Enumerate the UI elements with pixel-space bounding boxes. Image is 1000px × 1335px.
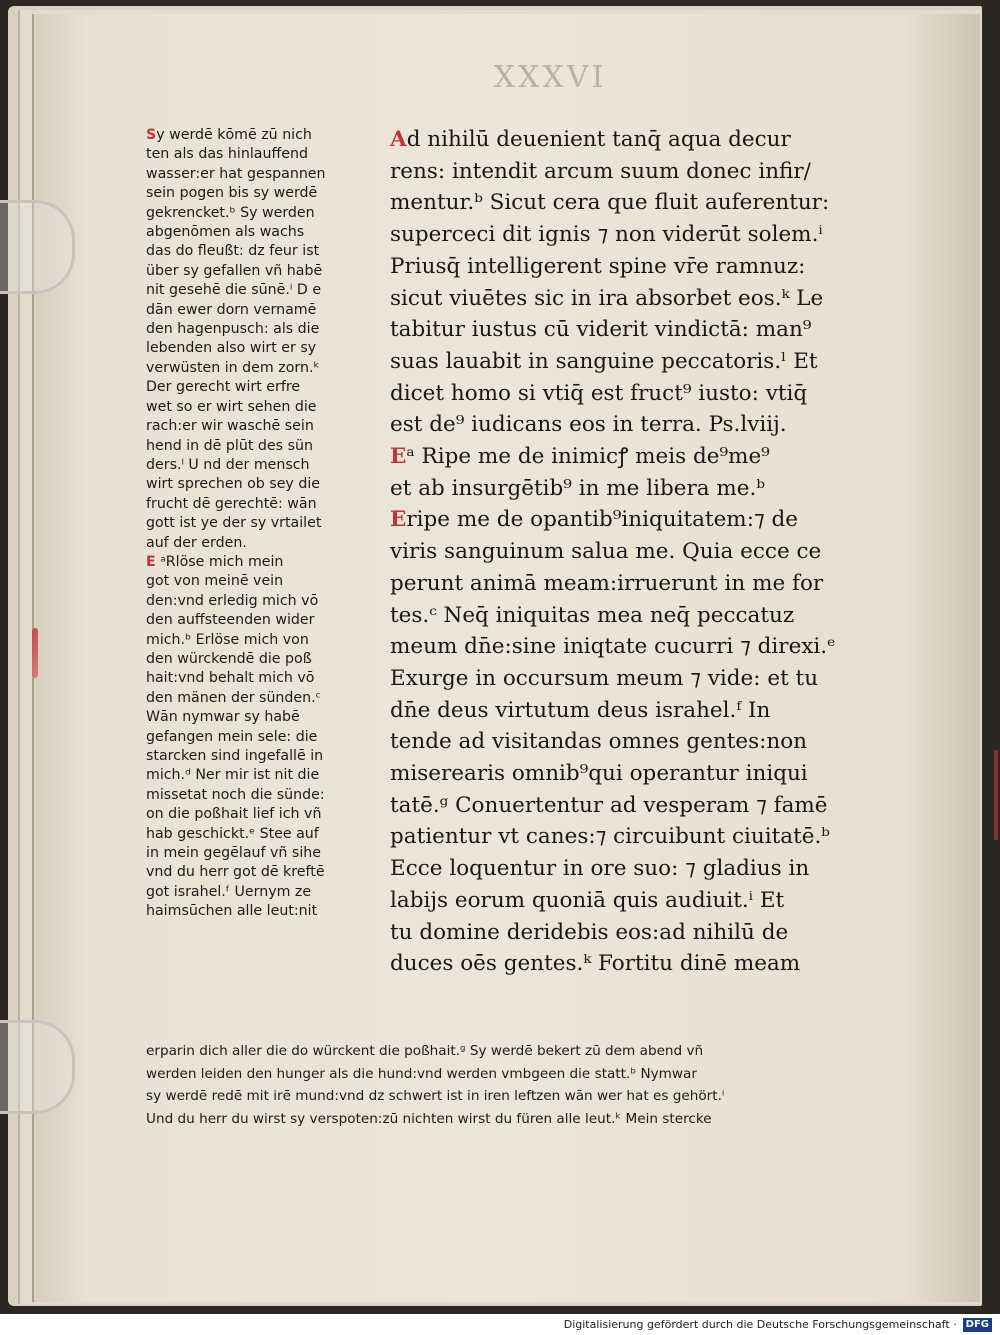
holding-clip-bottom	[0, 1020, 75, 1114]
german-text-line: mich.ᵇ Erlöse mich von	[146, 631, 309, 648]
latin-text-line: tatē.ᵍ Conuertentur ad vesperam ⁊ famē	[390, 792, 828, 818]
german-text-line: erparin dich aller die do würckent die poßhait.ᵍ Sy werdē bekert zū dem abend vñ	[146, 1043, 704, 1059]
german-text-line: frucht dē gerechtē: wān	[146, 495, 317, 512]
latin-text-line: miserearis omnib⁹qui operantur iniqui	[390, 761, 808, 787]
german-text-line: den würckendē die poß	[146, 650, 312, 667]
german-text-line: gefangen mein sele: die	[146, 728, 318, 745]
latin-text-line: Ad nihilū deuenient tanq̄ aqua decur	[390, 127, 791, 152]
latin-text-line: patientur vt canes:⁊ circuibunt ciuitatē.ᵇ	[390, 824, 830, 850]
german-text-line: werden leiden den hunger als die hund:vnd werden vmbgeen die statt.ᵇ Nymwar	[146, 1065, 697, 1082]
holding-clip-top	[0, 200, 75, 294]
latin-text-line: dicet homo si vtiq̄ est fruct⁹ iusto: vtiq̄	[390, 380, 808, 406]
german-text-line: E ᵃRlöse mich mein	[146, 553, 284, 570]
latin-text-line: mentur.ᵇ Sicut cera que fluit auferentur:	[390, 190, 830, 216]
margin-red-mark	[32, 628, 38, 678]
german-text-line: lebenden also wirt er sy	[146, 340, 317, 357]
german-text-line: rach:er wir waschē sein	[146, 418, 314, 435]
latin-text-line: viris sanguinum salua me. Quia ecce ce	[390, 539, 822, 565]
digitization-footer	[0, 1314, 1000, 1335]
german-text-line: Wān nymwar sy habē	[146, 709, 300, 726]
latin-text-line: suas lauabit in sanguine peccatoris.ˡ Et	[390, 348, 818, 374]
german-text-line: über sy gefallen vñ habē	[146, 262, 323, 279]
german-text-column	[146, 126, 376, 922]
latin-text-column	[390, 124, 910, 980]
running-head-folio: XXXVI	[493, 60, 607, 95]
german-text-line: dān ewer dorn vernamē	[146, 301, 317, 318]
german-text-line: sy werdē redē mit irē mund:vnd dz schwert ist in iren leftzen wān wer hat es gehört.ⁱ	[146, 1088, 725, 1104]
german-text-line: den hagenpusch: als die	[146, 321, 320, 338]
german-text-line: auf der erden.	[146, 534, 247, 551]
german-text-line: Und du herr du wirst sy verspoten:zū nichten wirst du füren alle leut.ᵏ Mein stercke	[146, 1110, 712, 1127]
german-text-line: gekrencket.ᵇ Sy werden	[146, 204, 315, 221]
german-text-line: wasser:er hat gespannen	[146, 165, 326, 182]
latin-text-line: Exurge in occursum meum ⁊ vide: et tu	[390, 665, 819, 691]
latin-text-line: Ecce loquentur in ore suo: ⁊ gladius in	[390, 856, 810, 882]
dfg-logo: DFG	[963, 1318, 992, 1332]
german-text-line: haimsūchen alle leut:nit	[146, 903, 318, 920]
latin-text-line: est de⁹ iudicans eos in terra. Ps.lviij.	[390, 412, 787, 438]
german-text-line: Der gerecht wirt erfre	[146, 379, 301, 396]
latin-text-line: et ab insurgētib⁹ in me libera me.ᵇ	[390, 475, 765, 501]
latin-text-line: tu domine deridebis eos:ad nihilū de	[390, 919, 789, 945]
latin-text-line: tende ad visitandas omnes gentes:non	[390, 729, 808, 755]
german-text-line: got israhel.ᶠ Uernym ze	[146, 883, 312, 900]
german-text-line: das do fleußt: dz feur ist	[146, 243, 320, 260]
german-text-line: wet so er wirt sehen die	[146, 398, 317, 415]
german-text-line: nit gesehē die sūnē.ⁱ D e	[146, 282, 322, 299]
german-text-line: got von meinē vein	[146, 573, 284, 590]
latin-text-line: tes.ᶜ Neq̄ iniquitas mea neq̄ peccatuz	[390, 602, 795, 628]
latin-text-line: superceci dit ignis ⁊ non viderūt solem.ⁱ	[390, 222, 823, 248]
latin-text-line: sicut viuētes sic in ira absorbet eos.ᵏ Le	[390, 285, 824, 311]
german-text-line: Sy werdē kōmē zū nich	[146, 127, 312, 143]
latin-text-line: Priusq̄ intelligerent spine vr̄e ramnuz:	[390, 253, 806, 279]
footer-credit-text: Digitalisierung gefördert durch die Deutsche Forschungsgemeinschaft ·	[563, 1318, 957, 1331]
margin-red-mark-right	[994, 750, 998, 840]
german-text-line: den auffsteenden wider	[146, 612, 315, 629]
latin-text-line: Eᵃ Ripe me de inimicꝭ meis de⁹me⁹	[390, 444, 770, 470]
german-text-line: starcken sind ingefallē in	[146, 748, 324, 764]
german-text-line: in mein gegēlauf vñ sihe	[146, 845, 321, 862]
german-text-line: den:vnd erledig mich vō	[146, 592, 319, 609]
latin-text-line: tabitur iustus cū viderit vindictā: man⁹	[390, 317, 812, 343]
german-text-continuation	[146, 1040, 906, 1130]
german-text-line: ten als das hinlauffend	[146, 146, 308, 163]
latin-text-line: dn̄e deus virtutum deus israhel.ᶠ In	[390, 697, 771, 723]
german-text-line: hait:vnd behalt mich vō	[146, 670, 315, 687]
latin-text-line: labijs eorum quoniā quis audiuit.ⁱ Et	[390, 887, 785, 913]
german-text-line: hab geschickt.ᵉ Stee auf	[146, 825, 319, 842]
german-text-line: vnd du herr got dē kreftē	[146, 864, 325, 881]
german-text-line: abgenōmen als wachs	[146, 224, 305, 241]
latin-text-line: perunt animā meam:irruerunt in me for	[390, 570, 824, 596]
german-text-line: wirt sprechen ob sey die	[146, 476, 321, 493]
german-text-line: mich.ᵈ Ner mir ist nit die	[146, 767, 320, 784]
german-text-line: on die poßhait lief ich vñ	[146, 806, 322, 823]
german-text-line: verwüsten in dem zorn.ᵏ	[146, 359, 320, 376]
latin-text-line: rens: intendit arcum suum donec infir/	[390, 158, 811, 184]
german-text-line: missetat noch die sünde:	[146, 786, 325, 803]
latin-text-line: meum dn̄e:sine iniqtate cucurri ⁊ direxi.ᵉ	[390, 634, 836, 660]
german-text-line: gott ist ye der sy vrtailet	[146, 515, 322, 532]
german-text-line: ders.ˡ U nd der mensch	[146, 456, 310, 473]
german-text-line: sein pogen bis sy werdē	[146, 185, 318, 202]
latin-text-line: duces oēs gentes.ᵏ Fortitu dinē meam	[390, 951, 801, 977]
german-text-line: hend in dē plūt des sün	[146, 437, 313, 454]
latin-text-line: Eripe me de opantib⁹iniquitatem:⁊ de	[390, 507, 798, 533]
german-text-line: den mänen der sünden.ᶜ	[146, 689, 321, 706]
